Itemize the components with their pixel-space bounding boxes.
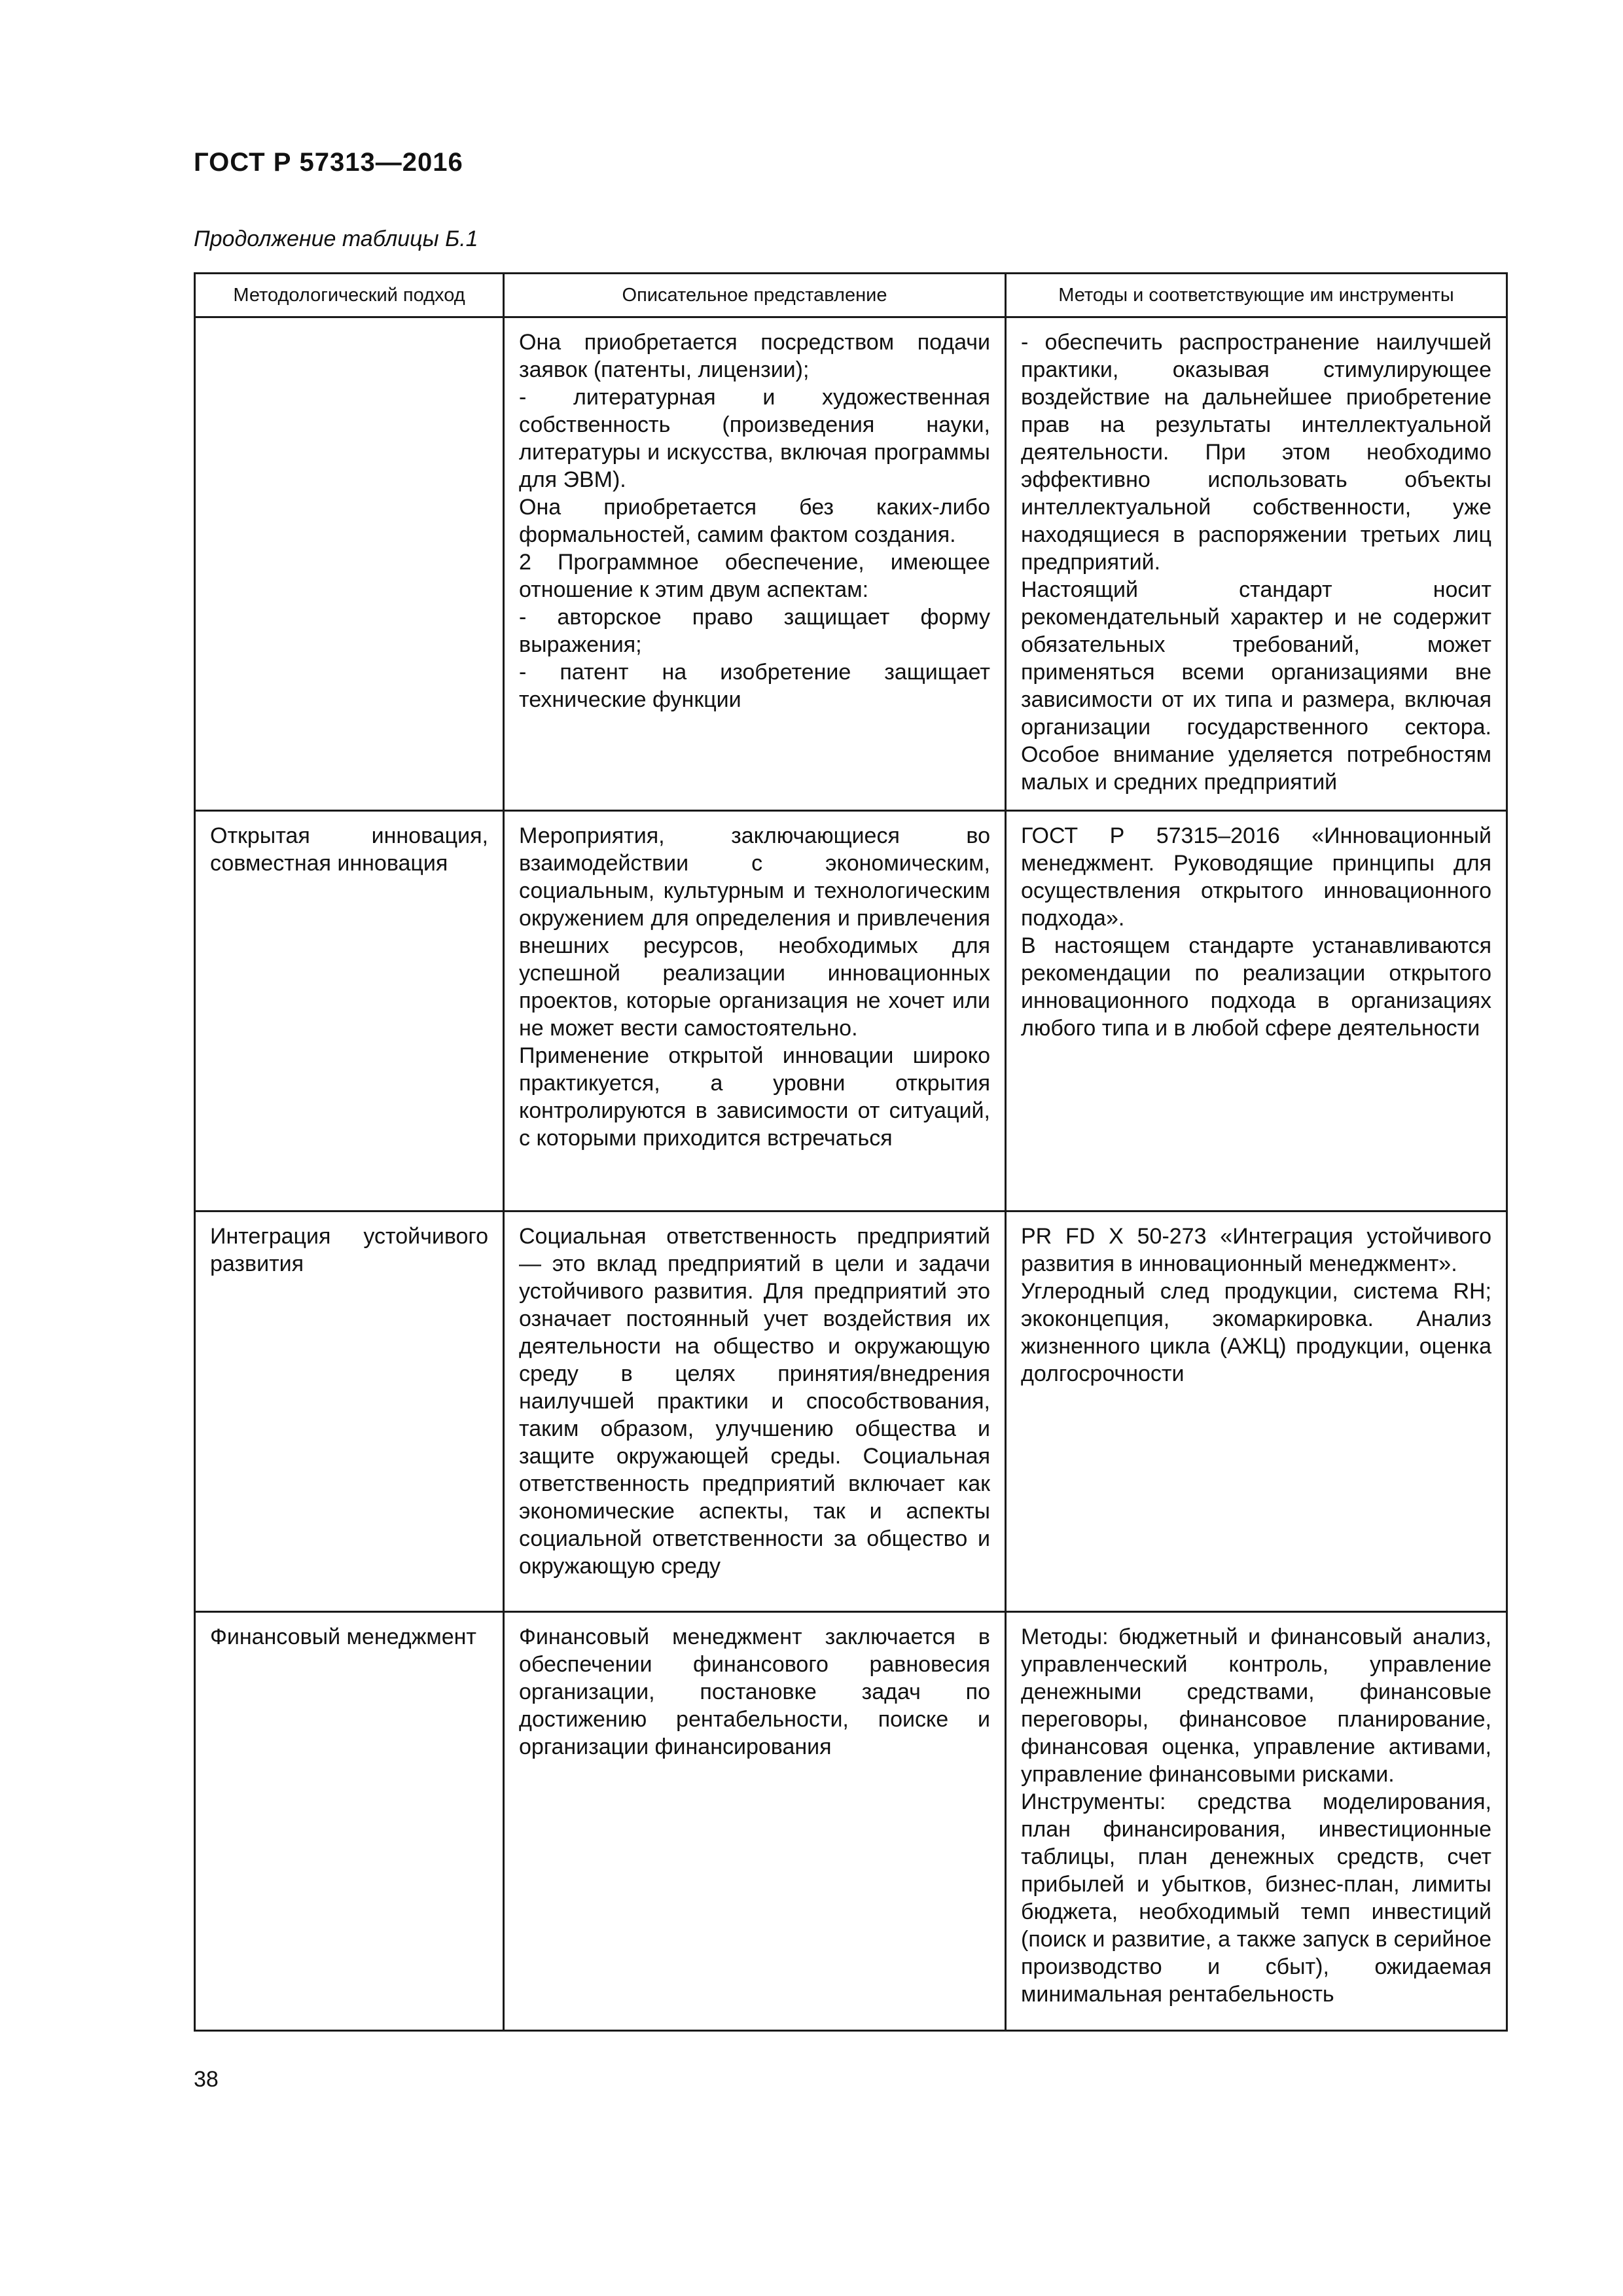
methods-paragraph: В настоящем стандарте устанавливаются рекомендации по реализации открытого инновационного подхода в организациях любого типа и в любой сфере деятельности [1021,933,1491,1041]
description-paragraph: Она приобретается без каких-либо формальностей, самим фактом создания. [519,495,990,547]
description-cell [504,317,1006,811]
methods-paragraph: Методы: бюджетный и финансовый анализ, управленческий контроль, управление денежными средствами, финансовые переговоры, финансовое планирование, финансовая оценка, управление активами, управление финансовыми рисками. [1021,1624,1491,1787]
column-header-approach: Методологический подход [195,274,504,317]
description-paragraph: - литературная и художественная собственность (произведения науки, литературы и искусства, включая программы для ЭВМ). [519,385,990,492]
column-header-description: Описательное представление [504,274,1006,317]
approach-cell: Финансовый менеджмент [195,1612,504,2031]
description-cell [504,1612,1006,2031]
table-row [195,317,1507,811]
table-row [195,1211,1507,1612]
table-header-row [195,274,1507,317]
description-paragraph: Социальная ответственность предприятий — это вклад предприятий в цели и задачи устойчивого развития. Для предприятий это означает постоянный учет воздействия их деятельности на общество и окружающую среду в целях принятия/внедрения наилучшей практики и способствования, таким образом, улучшению общества и защите окружающей среды. Социальная ответственность предприятий включает как экономические аспекты, так и аспекты социальной ответственности за общество и окружающую среду [519,1224,990,1579]
description-cell [504,1211,1006,1612]
methods-paragraph: ГОСТ Р 57315–2016 «Инновационный менеджмент. Руководящие принципы для осуществления открытого инновационного подхода». [1021,823,1491,931]
table-caption: Продолжение таблицы Б.1 [194,226,478,251]
description-cell [504,811,1006,1211]
description-paragraph: 2 Программное обеспечение, имеющее отношение к этим двум аспектам: [519,550,990,602]
description-paragraph: Применение открытой инновации широко практикуется, а уровни открытия контролируются в зависимости от ситуаций, с которыми приходится встречаться [519,1043,990,1151]
description-paragraph: - авторское право защищает форму выражения; [519,605,990,657]
table-row [195,811,1507,1211]
methodology-table [194,272,1508,2032]
description-paragraph: Мероприятия, заключающиеся во взаимодействии с экономическим, социальным, культурным и технологическим окружением для определения и привлечения внешних ресурсов, необходимых для успешной реализации инновационных проектов, которые организация не хочет или не может вести самостоятельно. [519,823,990,1041]
document-title: ГОСТ Р 57313—2016 [194,148,463,177]
column-header-methods: Методы и соответствующие им инструменты [1006,274,1507,317]
approach-cell: Открытая инновация, совместная инновация [195,811,504,1211]
methods-cell [1006,1612,1507,2031]
description-paragraph: Она приобретается посредством подачи заявок (патенты, лицензии); [519,330,990,382]
methods-paragraph: Углеродный след продукции, система RH; экоконцепция, экомаркировка. Анализ жизненного цикла (АЖЦ) продукции, оценка долгосрочности [1021,1279,1491,1386]
methods-paragraph: Настоящий стандарт носит рекомендательный характер и не содержит обязательных требований, может применяться всеми организациями вне зависимости от их типа и размера, включая организации государственного сектора. Особое внимание уделяется потребностям малых и средних предприятий [1021,577,1491,795]
description-paragraph: Финансовый менеджмент заключается в обеспечении финансового равновесия организации, постановке задач по достижению рентабельности, поиске и организации финансирования [519,1624,990,1759]
description-paragraph: - патент на изобретение защищает технические функции [519,660,990,712]
table-row [195,1612,1507,2031]
methods-cell [1006,317,1507,811]
methods-paragraph: PR FD X 50-273 «Интеграция устойчивого развития в инновационный менеджмент». [1021,1224,1491,1276]
methods-paragraph: - обеспечить распространение наилучшей практики, оказывая стимулирующее воздействие на дальнейшее приобретение прав на результаты интеллектуальной деятельности. При этом необходимо эффективно использовать объекты интеллектуальной собственности, уже находящиеся в распоряжении третьих лиц предприятий. [1021,330,1491,575]
page-number: 38 [194,2067,219,2092]
methods-cell [1006,811,1507,1211]
approach-cell [195,317,504,811]
approach-cell: Интеграция устойчивого развития [195,1211,504,1612]
methods-cell [1006,1211,1507,1612]
methods-paragraph: Инструменты: средства моделирования, план финансирования, инвестиционные таблицы, план денежных средств, счет прибылей и убытков, бизнес-план, лимиты бюджета, необходимый темп инвестиций (поиск и развитие, а также запуск в серийное производство и сбыт), ожидаемая минимальная рентабельность [1021,1789,1491,2007]
